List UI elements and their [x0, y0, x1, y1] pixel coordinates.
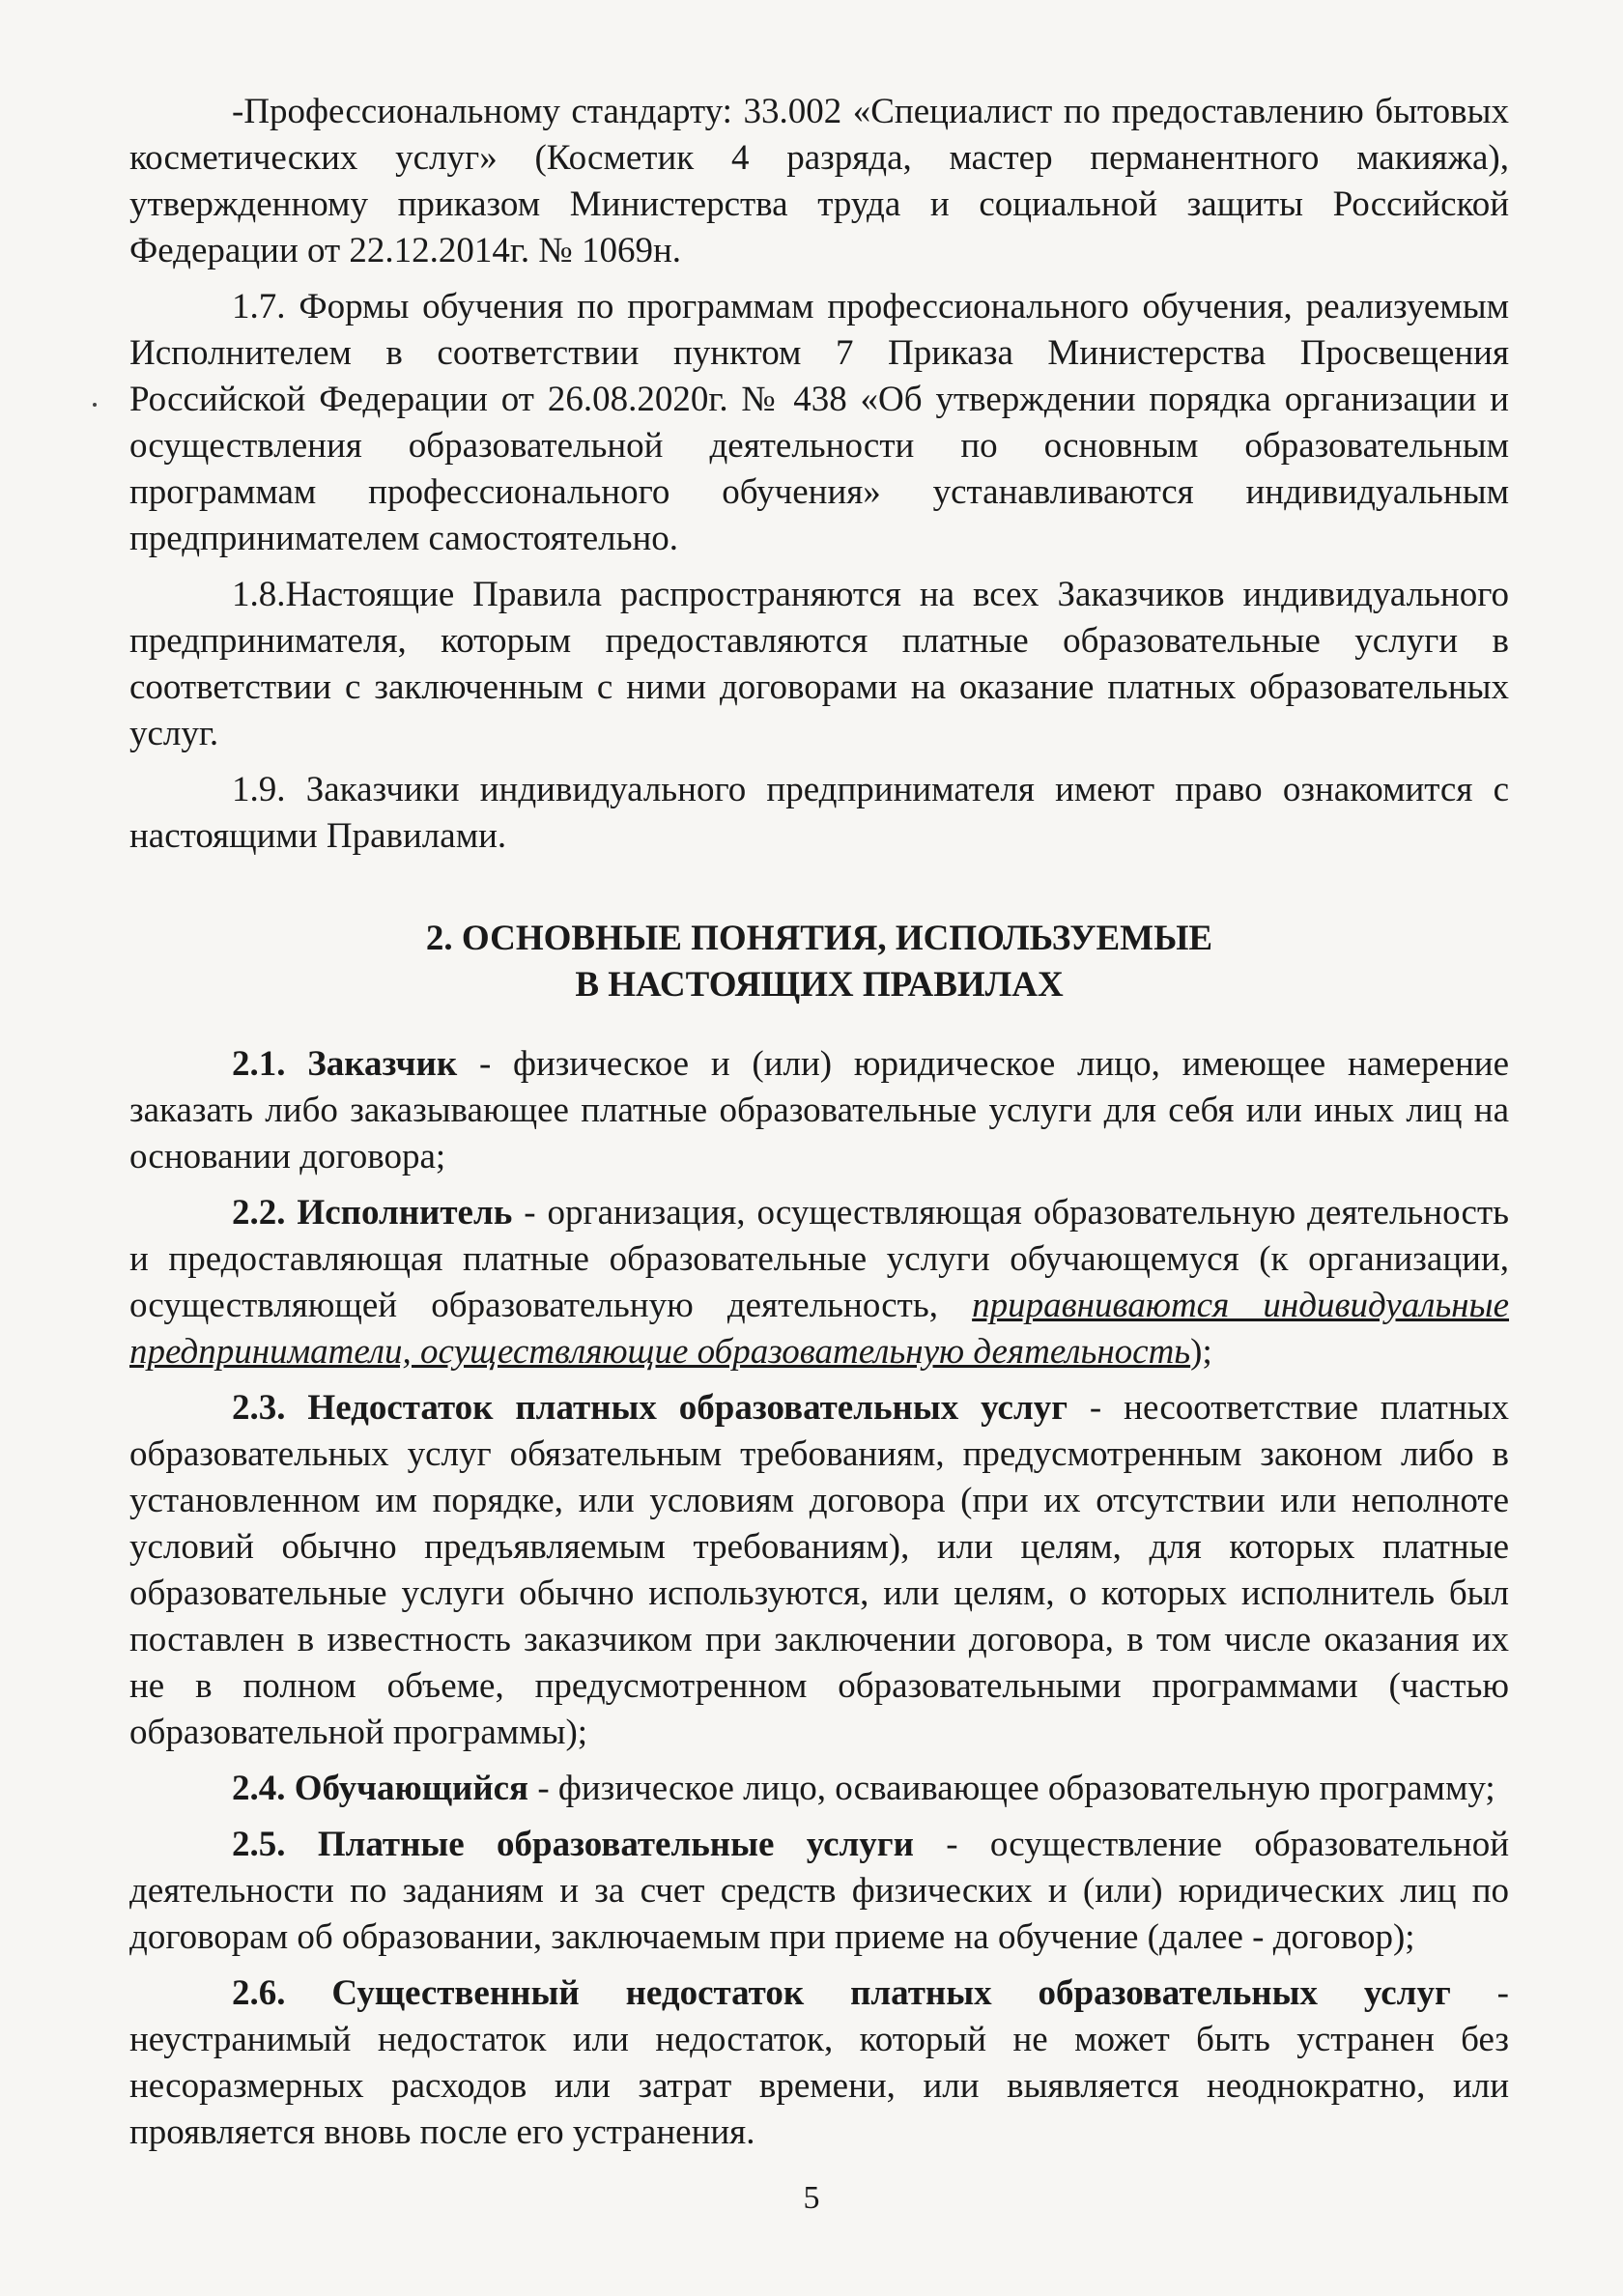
- section-heading-line-2: В НАСТОЯЩИХ ПРАВИЛАХ: [575, 965, 1064, 1005]
- definition-2-4: [129, 1766, 1509, 1812]
- paragraph-1-8: 1.8.Настоящие Правила распространяются на всех Заказчиков индивидуального предпринимателя, которым предоставляются платные образовательные услуги в соответствии с заключенным с ними договорами на оказание платных образовательных услуг.: [129, 575, 1509, 753]
- definition-2-1: [129, 1041, 1509, 1180]
- paragraph-1-9: 1.9. Заказчики индивидуального предпринимателя имеют право ознакомится с настоящими Правилами.: [129, 770, 1509, 856]
- document-page: [129, 89, 1509, 2166]
- definition-text: - организация, осуществляющая образовательную деятельность и предоставляющая платные образовательные услуги обучающемуся (к организации, осуществляющей образовательную деятельность,: [129, 1193, 1509, 1325]
- definition-2-3: [129, 1385, 1509, 1756]
- definition-term: 2.5. Платные образовательные услуги: [232, 1825, 914, 1864]
- definition-term: 2.4. Обучающийся: [232, 1769, 529, 1808]
- definition-text: - физическое лицо, осваивающее образовательную программу;: [528, 1769, 1495, 1808]
- section-heading: [129, 916, 1509, 1008]
- definition-text: - неустранимый недостаток или недостаток, который не может быть устранен без несоразмерных расходов или затрат времени, или выявляется неоднократно, или проявляется вновь после его устранения.: [129, 1973, 1509, 2152]
- definition-text: - несоответствие платных образовательных услуг обязательным требованиям, предусмотренным законом либо в установленном им порядке, или условиям договора (при их отсутствии или неполноте условий обычно предъявляемым требованиям), или целям, для которых платные образовательные услуги обычно используются, или целям, о которых исполнитель был поставлен в известность заказчиком при заключении договора, в том числе оказания их не в полном объеме, предусмотренном образовательными программами (частью образовательной программы);: [129, 1388, 1509, 1752]
- scan-speck: [93, 403, 97, 407]
- section-heading-line-1: 2. ОСНОВНЫЕ ПОНЯТИЯ, ИСПОЛЬЗУЕМЫЕ: [425, 919, 1213, 958]
- definition-2-2: [129, 1190, 1509, 1375]
- paragraph-1-7: 1.7. Формы обучения по программам профессионального обучения, реализуемым Исполнителем в соответствии пунктом 7 Приказа Министерства Просвещения Российской Федерации от 26.08.2020г. № 438 «Об утверждении порядка организации и осуществления образовательной деятельности по основным образовательным программам профессионального обучения» устанавливаются индивидуальным предпринимателем самостоятельно.: [129, 287, 1509, 558]
- definition-text: - осуществление образовательной деятельности по заданиям и за счет средств физических и (или) юридических лиц по договорам об образовании, заключаемым при приеме на обучение (далее - договор);: [129, 1825, 1509, 1957]
- definition-2-6: [129, 1970, 1509, 2156]
- page-number: 5: [803, 2180, 820, 2216]
- definition-2-5: [129, 1822, 1509, 1961]
- paragraph-standard: -Профессиональному стандарту: 33.002 «Специалист по предоставлению бытовых косметических услуг» (Косметик 4 разряда, мастер перманентного макияжа), утвержденному приказом Министерства труда и социальной защиты Российской Федерации от 22.12.2014г. № 1069н.: [129, 92, 1509, 270]
- definition-term: 2.1. Заказчик: [232, 1044, 458, 1084]
- definition-text: - физическое и (или) юридическое лицо, имеющее намерение заказать либо заказывающее платные образовательные услуги для себя или иных лиц на основании договора;: [129, 1044, 1510, 1176]
- definition-tail: );: [1190, 1332, 1212, 1372]
- definition-term: 2.3. Недостаток платных образовательных услуг: [232, 1388, 1068, 1428]
- definition-term: 2.6. Существенный недостаток платных образовательных услуг: [232, 1973, 1451, 2013]
- definition-term: 2.2. Исполнитель: [232, 1193, 513, 1233]
- definition-emphasis: приравниваются индивидуальные предприниматели, осуществляющие образовательную деятельность: [129, 1286, 1510, 1372]
